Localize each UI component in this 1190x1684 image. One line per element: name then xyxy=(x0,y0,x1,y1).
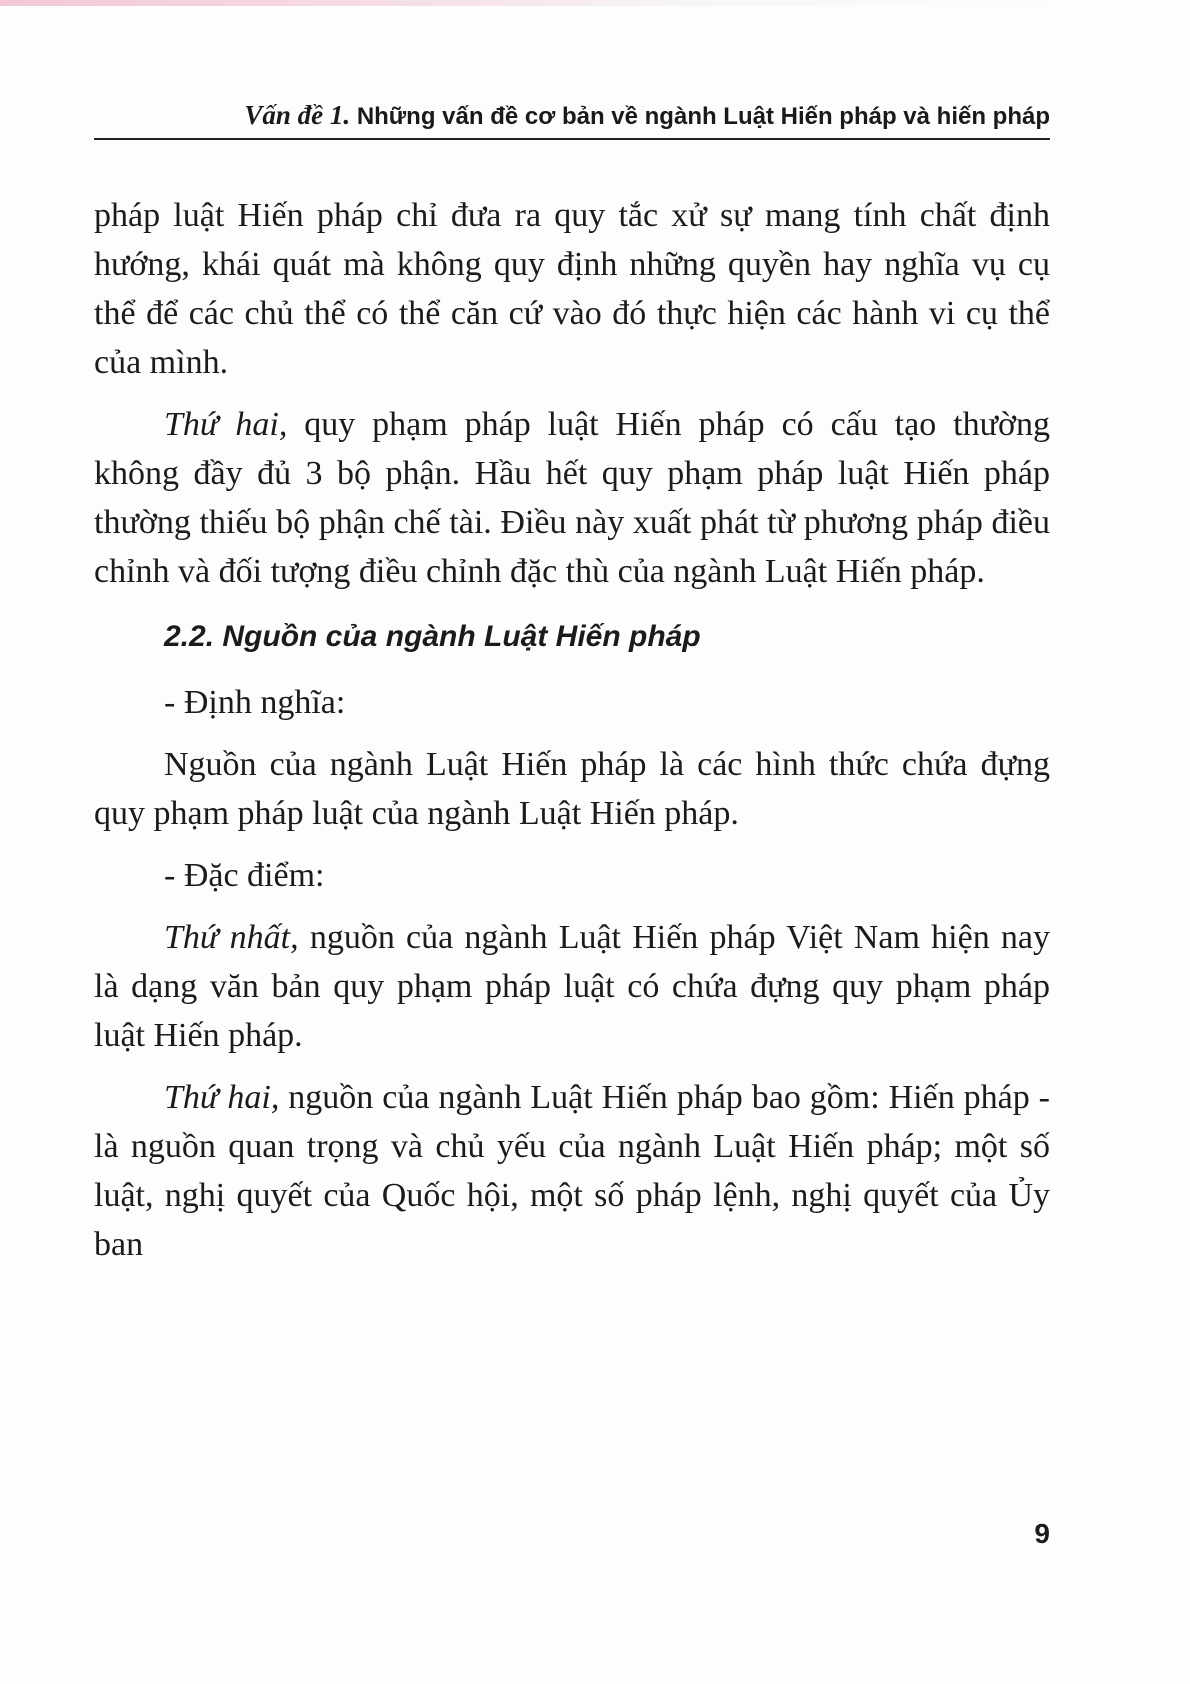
paragraph-lead: Thứ hai, xyxy=(164,1079,280,1116)
paragraph-lead: Thứ nhất, xyxy=(164,919,299,956)
header-title: Những vấn đề cơ bản về ngành Luật Hiến pháp và hiến pháp xyxy=(356,103,1050,130)
paragraph-thu-hai xyxy=(94,400,1050,596)
definition-paragraph: Nguồn của ngành Luật Hiến pháp là các hình thức chứa đựng quy phạm pháp luật của ngành Luật Hiến pháp. xyxy=(94,746,1050,832)
section-heading: 2.2. Nguồn của ngành Luật Hiến pháp xyxy=(164,620,701,653)
body-text xyxy=(94,191,1050,1269)
header-prefix: Vấn đề 1. xyxy=(244,100,351,130)
feature-thu-nhat xyxy=(94,913,1050,1060)
paragraph-body: nguồn của ngành Luật Hiến pháp bao gồm: Hiến pháp - là nguồn quan trọng và chủ yếu của ngành Luật Hiến pháp; một số luật, nghị quyết của Quốc hội, một số pháp lệnh, nghị quyết của Ủy ban xyxy=(94,1079,1051,1263)
paragraph-body: quy phạm pháp luật Hiến pháp có cấu tạo thường không đầy đủ 3 bộ phận. Hầu hết quy phạm pháp luật Hiến pháp thường thiếu bộ phận chế tài. Điều này xuất phát từ phương pháp điều chỉnh và đối tượng điều chỉnh đặc thù của ngành Luật Hiến pháp. xyxy=(94,406,1050,590)
feature-thu-hai xyxy=(94,1073,1050,1269)
paragraph-lead: Thứ hai, xyxy=(164,406,288,443)
page-number: 9 xyxy=(1034,1518,1050,1549)
header-rule xyxy=(94,138,1050,140)
paragraph-body: nguồn của ngành Luật Hiến pháp Việt Nam hiện nay là dạng văn bản quy phạm pháp luật có chứa đựng quy phạm pháp luật Hiến pháp. xyxy=(94,919,1050,1054)
paragraph-continued: pháp luật Hiến pháp chỉ đưa ra quy tắc xử sự mang tính chất định hướng, khái quát mà không quy định những quyền hay nghĩa vụ cụ thể để các chủ thể có thể căn cứ vào đó thực hiện các hành vi cụ thể của mình. xyxy=(94,197,1050,381)
page-top-edge xyxy=(0,0,1190,6)
features-label: - Đặc điểm: xyxy=(164,857,325,894)
definition-label: - Định nghĩa: xyxy=(164,684,346,721)
running-header xyxy=(94,100,1050,131)
